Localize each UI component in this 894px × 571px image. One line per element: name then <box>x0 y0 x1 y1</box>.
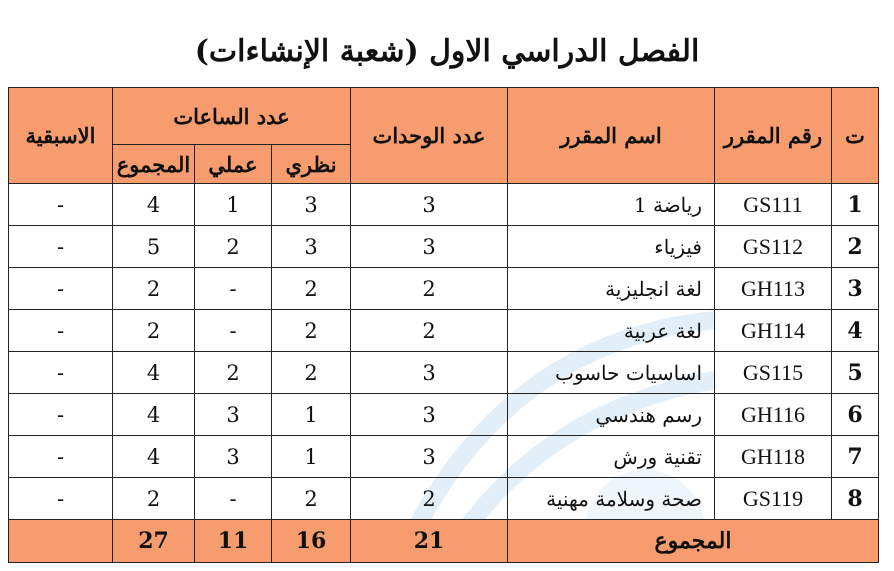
cell-index: 4 <box>832 310 879 352</box>
cell-prerequisite: - <box>9 352 113 394</box>
totals-theory: 16 <box>272 520 351 563</box>
cell-course-code: GH114 <box>715 310 832 352</box>
cell-index: 2 <box>832 226 879 268</box>
cell-course-code: GH116 <box>715 394 832 436</box>
cell-units: 3 <box>351 184 508 226</box>
cell-practical: 3 <box>195 394 272 436</box>
cell-practical: 1 <box>195 184 272 226</box>
cell-practical: - <box>195 478 272 520</box>
cell-practical: 2 <box>195 226 272 268</box>
cell-prerequisite: - <box>9 268 113 310</box>
page-title: الفصل الدراسي الاول (شعبة الإنشاءات) <box>194 34 700 69</box>
table-row <box>9 268 879 310</box>
totals-units: 21 <box>351 520 508 563</box>
cell-theory: 2 <box>272 310 351 352</box>
cell-index: 8 <box>832 478 879 520</box>
cell-units: 2 <box>351 310 508 352</box>
cell-total: 4 <box>113 184 195 226</box>
cell-course-name: فيزياء <box>508 226 715 268</box>
header-practical: عملي <box>195 145 272 184</box>
totals-practical: 11 <box>195 520 272 563</box>
cell-course-code: GH118 <box>715 436 832 478</box>
cell-course-name: صحة وسلامة مهنية <box>508 478 715 520</box>
header-course-code: رقم المقرر <box>715 88 832 184</box>
cell-course-code: GS115 <box>715 352 832 394</box>
cell-index: 1 <box>832 184 879 226</box>
cell-prerequisite: - <box>9 310 113 352</box>
header-prerequisite: الاسبقية <box>9 88 113 184</box>
cell-total: 4 <box>113 352 195 394</box>
cell-units: 3 <box>351 352 508 394</box>
cell-theory: 3 <box>272 226 351 268</box>
table-row <box>9 226 879 268</box>
cell-units: 2 <box>351 268 508 310</box>
cell-units: 2 <box>351 478 508 520</box>
cell-course-code: GS112 <box>715 226 832 268</box>
cell-total: 5 <box>113 226 195 268</box>
cell-theory: 1 <box>272 394 351 436</box>
cell-course-code: GS111 <box>715 184 832 226</box>
cell-total: 2 <box>113 310 195 352</box>
table-row <box>9 352 879 394</box>
cell-prerequisite: - <box>9 436 113 478</box>
header-units: عدد الوحدات <box>351 88 508 184</box>
table-row <box>9 310 879 352</box>
cell-course-name: اساسيات حاسوب <box>508 352 715 394</box>
table-row <box>9 436 879 478</box>
cell-course-name: لغة عربية <box>508 310 715 352</box>
cell-practical: 2 <box>195 352 272 394</box>
totals-prerequisite <box>9 520 113 563</box>
table-row <box>9 184 879 226</box>
cell-index: 7 <box>832 436 879 478</box>
cell-units: 3 <box>351 394 508 436</box>
cell-theory: 3 <box>272 184 351 226</box>
cell-practical: 3 <box>195 436 272 478</box>
cell-theory: 2 <box>272 478 351 520</box>
cell-total: 4 <box>113 394 195 436</box>
cell-course-name: رياضة 1 <box>508 184 715 226</box>
cell-prerequisite: - <box>9 226 113 268</box>
cell-units: 3 <box>351 436 508 478</box>
cell-course-code: GH113 <box>715 268 832 310</box>
header-row <box>9 88 879 145</box>
cell-prerequisite: - <box>9 184 113 226</box>
cell-total: 2 <box>113 268 195 310</box>
header-course-name: اسم المقرر <box>508 88 715 184</box>
header-index: ت <box>832 88 879 184</box>
cell-course-name: تقنية ورش <box>508 436 715 478</box>
header-total: المجموع <box>113 145 195 184</box>
cell-total: 2 <box>113 478 195 520</box>
cell-index: 5 <box>832 352 879 394</box>
cell-prerequisite: - <box>9 478 113 520</box>
header-hours: عدد الساعات <box>113 88 351 145</box>
cell-index: 6 <box>832 394 879 436</box>
cell-theory: 2 <box>272 352 351 394</box>
totals-total: 27 <box>113 520 195 563</box>
totals-row <box>9 520 879 563</box>
cell-theory: 1 <box>272 436 351 478</box>
cell-course-name: لغة انجليزية <box>508 268 715 310</box>
cell-course-name: رسم هندسي <box>508 394 715 436</box>
cell-index: 3 <box>832 268 879 310</box>
cell-course-code: GS119 <box>715 478 832 520</box>
cell-theory: 2 <box>272 268 351 310</box>
course-table <box>8 87 879 563</box>
cell-prerequisite: - <box>9 394 113 436</box>
header-theory: نظري <box>272 145 351 184</box>
cell-units: 3 <box>351 226 508 268</box>
table-row <box>9 394 879 436</box>
table-row <box>9 478 879 520</box>
totals-label: المجموع <box>508 520 879 563</box>
cell-total: 4 <box>113 436 195 478</box>
cell-practical: - <box>195 268 272 310</box>
cell-practical: - <box>195 310 272 352</box>
